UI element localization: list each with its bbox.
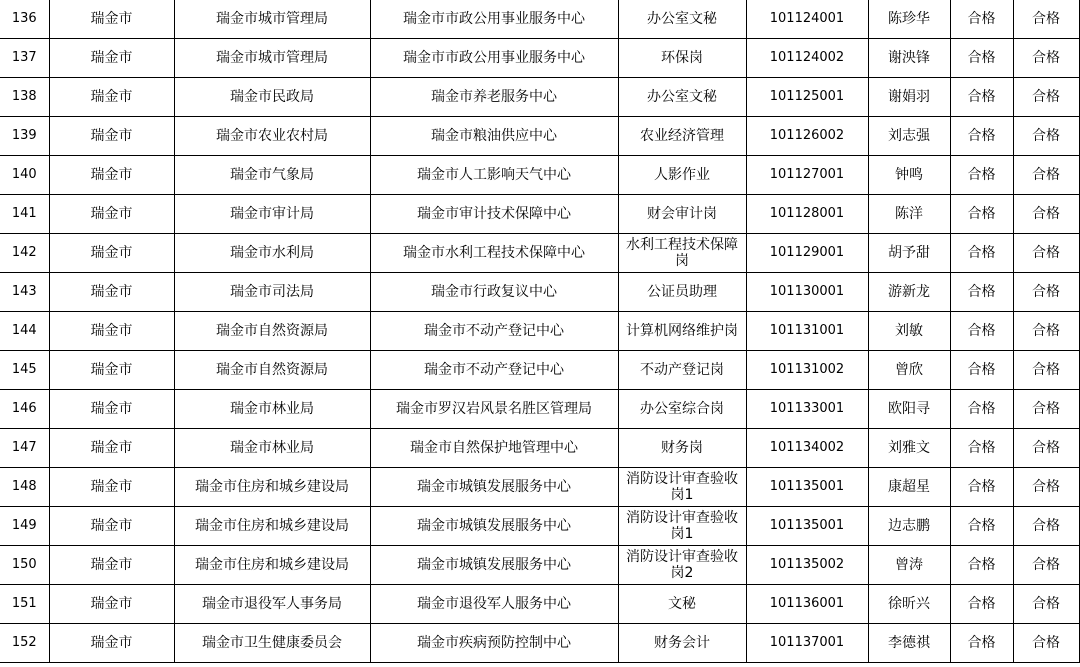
city-cell: 瑞金市 [49,546,174,585]
result-cell-1: 合格 [950,117,1013,156]
position-code: 101137001 [746,624,868,663]
position-code: 101124001 [746,0,868,39]
position-cell: 不动产登记岗 [618,351,746,390]
result-cell-1: 合格 [950,78,1013,117]
candidate-name: 康超星 [868,468,950,507]
position-code: 101133001 [746,390,868,429]
department-cell: 瑞金市农业农村局 [174,117,370,156]
table-row [0,390,1079,429]
row-number: 137 [0,39,49,78]
candidate-name: 陈洋 [868,195,950,234]
row-number: 150 [0,546,49,585]
department-cell: 瑞金市民政局 [174,78,370,117]
candidate-name: 游新龙 [868,273,950,312]
candidate-name: 李德祺 [868,624,950,663]
result-cell-2: 合格 [1013,390,1079,429]
unit-cell: 瑞金市退役军人服务中心 [370,585,618,624]
city-cell: 瑞金市 [49,234,174,273]
row-number: 148 [0,468,49,507]
row-number: 152 [0,624,49,663]
row-number: 138 [0,78,49,117]
result-cell-2: 合格 [1013,351,1079,390]
unit-cell: 瑞金市疾病预防控制中心 [370,624,618,663]
row-number: 144 [0,312,49,351]
unit-cell: 瑞金市市政公用事业服务中心 [370,39,618,78]
result-cell-2: 合格 [1013,585,1079,624]
candidate-name: 徐昕兴 [868,585,950,624]
result-cell-2: 合格 [1013,546,1079,585]
unit-cell: 瑞金市自然保护地管理中心 [370,429,618,468]
department-cell: 瑞金市城市管理局 [174,0,370,39]
result-cell-1: 合格 [950,624,1013,663]
city-cell: 瑞金市 [49,429,174,468]
department-cell: 瑞金市城市管理局 [174,39,370,78]
row-number: 142 [0,234,49,273]
city-cell: 瑞金市 [49,195,174,234]
position-code: 101131002 [746,351,868,390]
result-cell-1: 合格 [950,429,1013,468]
unit-cell: 瑞金市城镇发展服务中心 [370,468,618,507]
row-number: 145 [0,351,49,390]
department-cell: 瑞金市林业局 [174,429,370,468]
candidate-name: 曾欣 [868,351,950,390]
department-cell: 瑞金市住房和城乡建设局 [174,546,370,585]
unit-cell: 瑞金市审计技术保障中心 [370,195,618,234]
city-cell: 瑞金市 [49,273,174,312]
position-code: 101135002 [746,546,868,585]
city-cell: 瑞金市 [49,624,174,663]
table-row [0,195,1079,234]
position-code: 101136001 [746,585,868,624]
result-cell-2: 合格 [1013,312,1079,351]
row-number: 141 [0,195,49,234]
result-cell-2: 合格 [1013,117,1079,156]
department-cell: 瑞金市审计局 [174,195,370,234]
position-cell: 财务会计 [618,624,746,663]
department-cell: 瑞金市卫生健康委员会 [174,624,370,663]
row-number: 149 [0,507,49,546]
position-code: 101134002 [746,429,868,468]
result-cell-2: 合格 [1013,0,1079,39]
position-code: 101130001 [746,273,868,312]
result-cell-1: 合格 [950,195,1013,234]
result-cell-1: 合格 [950,351,1013,390]
row-number: 147 [0,429,49,468]
candidate-name: 刘敏 [868,312,950,351]
city-cell: 瑞金市 [49,585,174,624]
result-cell-1: 合格 [950,468,1013,507]
result-cell-2: 合格 [1013,468,1079,507]
result-cell-2: 合格 [1013,78,1079,117]
city-cell: 瑞金市 [49,78,174,117]
result-cell-1: 合格 [950,156,1013,195]
result-cell-2: 合格 [1013,234,1079,273]
position-code: 101127001 [746,156,868,195]
table-row [0,156,1079,195]
department-cell: 瑞金市水利局 [174,234,370,273]
row-number: 151 [0,585,49,624]
position-cell: 消防设计审查验收岗1 [618,507,746,546]
unit-cell: 瑞金市水利工程技术保障中心 [370,234,618,273]
result-cell-2: 合格 [1013,273,1079,312]
result-cell-2: 合格 [1013,156,1079,195]
position-cell: 办公室文秘 [618,78,746,117]
position-cell: 环保岗 [618,39,746,78]
candidate-name: 刘志强 [868,117,950,156]
unit-cell: 瑞金市养老服务中心 [370,78,618,117]
position-cell: 人影作业 [618,156,746,195]
unit-cell: 瑞金市人工影响天气中心 [370,156,618,195]
candidate-name: 谢娟羽 [868,78,950,117]
position-cell: 财务岗 [618,429,746,468]
candidate-name: 刘雅文 [868,429,950,468]
table-row [0,429,1079,468]
city-cell: 瑞金市 [49,117,174,156]
candidate-name: 曾涛 [868,546,950,585]
table-row [0,507,1079,546]
result-cell-2: 合格 [1013,429,1079,468]
table-row [0,78,1079,117]
result-cell-1: 合格 [950,312,1013,351]
row-number: 143 [0,273,49,312]
position-code: 101131001 [746,312,868,351]
unit-cell: 瑞金市城镇发展服务中心 [370,507,618,546]
department-cell: 瑞金市自然资源局 [174,312,370,351]
position-code: 101125001 [746,78,868,117]
unit-cell: 瑞金市市政公用事业服务中心 [370,0,618,39]
position-code: 101135001 [746,507,868,546]
candidate-name: 陈珍华 [868,0,950,39]
position-cell: 消防设计审查验收岗1 [618,468,746,507]
position-cell: 财会审计岗 [618,195,746,234]
city-cell: 瑞金市 [49,390,174,429]
table-row [0,234,1079,273]
unit-cell: 瑞金市不动产登记中心 [370,312,618,351]
row-number: 140 [0,156,49,195]
candidate-name: 谢泱锋 [868,39,950,78]
department-cell: 瑞金市退役军人事务局 [174,585,370,624]
candidate-name: 边志鹏 [868,507,950,546]
candidate-name: 胡予甜 [868,234,950,273]
result-cell-2: 合格 [1013,507,1079,546]
position-code: 101124002 [746,39,868,78]
city-cell: 瑞金市 [49,0,174,39]
unit-cell: 瑞金市罗汉岩风景名胜区管理局 [370,390,618,429]
city-cell: 瑞金市 [49,39,174,78]
unit-cell: 瑞金市粮油供应中心 [370,117,618,156]
table-row [0,351,1079,390]
result-cell-1: 合格 [950,39,1013,78]
position-cell: 水利工程技术保障岗 [618,234,746,273]
position-cell: 文秘 [618,585,746,624]
city-cell: 瑞金市 [49,468,174,507]
result-cell-1: 合格 [950,273,1013,312]
table-row [0,312,1079,351]
table-row [0,39,1079,78]
position-code: 101135001 [746,468,868,507]
table-row [0,117,1079,156]
table-row [0,624,1079,663]
city-cell: 瑞金市 [49,156,174,195]
table-row [0,0,1079,39]
table-row [0,468,1079,507]
city-cell: 瑞金市 [49,507,174,546]
result-cell-1: 合格 [950,390,1013,429]
position-code: 101128001 [746,195,868,234]
table-row [0,585,1079,624]
position-cell: 办公室综合岗 [618,390,746,429]
result-cell-1: 合格 [950,546,1013,585]
unit-cell: 瑞金市城镇发展服务中心 [370,546,618,585]
result-cell-2: 合格 [1013,195,1079,234]
department-cell: 瑞金市住房和城乡建设局 [174,468,370,507]
result-cell-1: 合格 [950,585,1013,624]
position-cell: 农业经济管理 [618,117,746,156]
position-cell: 公证员助理 [618,273,746,312]
city-cell: 瑞金市 [49,351,174,390]
result-cell-1: 合格 [950,234,1013,273]
position-code: 101126002 [746,117,868,156]
position-cell: 消防设计审查验收岗2 [618,546,746,585]
position-code: 101129001 [746,234,868,273]
row-number: 146 [0,390,49,429]
unit-cell: 瑞金市行政复议中心 [370,273,618,312]
department-cell: 瑞金市林业局 [174,390,370,429]
result-cell-2: 合格 [1013,624,1079,663]
table-row [0,273,1079,312]
city-cell: 瑞金市 [49,312,174,351]
candidate-name: 欧阳寻 [868,390,950,429]
row-number: 136 [0,0,49,39]
result-cell-2: 合格 [1013,39,1079,78]
result-cell-1: 合格 [950,0,1013,39]
position-cell: 办公室文秘 [618,0,746,39]
result-cell-1: 合格 [950,507,1013,546]
row-number: 139 [0,117,49,156]
position-cell: 计算机网络维护岗 [618,312,746,351]
department-cell: 瑞金市气象局 [174,156,370,195]
unit-cell: 瑞金市不动产登记中心 [370,351,618,390]
candidate-name: 钟鸣 [868,156,950,195]
department-cell: 瑞金市住房和城乡建设局 [174,507,370,546]
table-row [0,546,1079,585]
department-cell: 瑞金市司法局 [174,273,370,312]
department-cell: 瑞金市自然资源局 [174,351,370,390]
